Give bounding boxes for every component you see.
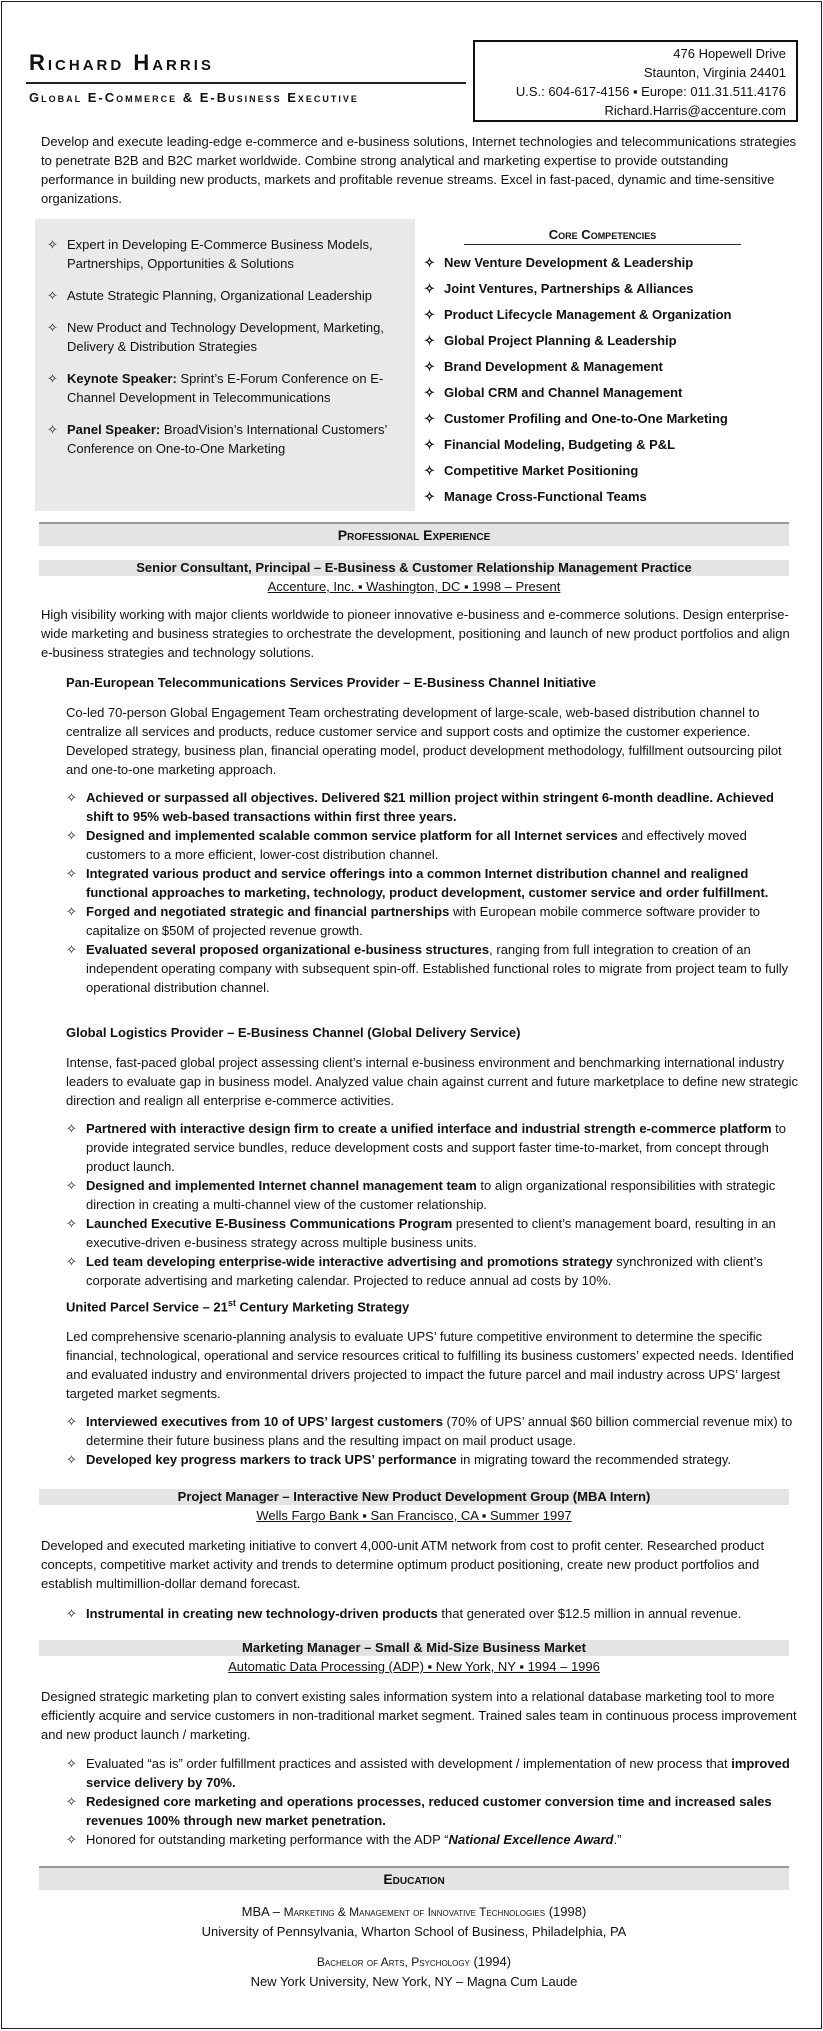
diamond-bullet-icon: ✧ [66,790,77,805]
list-item: ✧ Product Lifecycle Management & Organization [424,307,732,322]
list-item: ✧ Customer Profiling and One-to-One Marketing [424,411,728,426]
candidate-title: Global E-Commerce & E-Business Executive [29,90,359,105]
list-item: ✧ Interviewed executives from 10 of UPS’ largest customers (70% of UPS’ annual $60 billion commercial revenue mix) to determine their future business plans and the resulting impact on mail product usage. [66,1414,793,1448]
list-item: ✧ Developed key progress markers to track UPS’ performance in migrating toward the recommended strategy. [66,1452,732,1467]
list-item: ✧ Launched Executive E-Business Communications Program presented to client’s management board, resulting in an executive-driven e-business strategy across multiple business units. [66,1216,776,1250]
diamond-bullet-icon: ✧ [424,385,435,400]
contact-address: 476 Hopewell Drive [673,46,786,61]
diamond-bullet-icon: ✧ [47,288,58,303]
list-item: ✧ Achieved or surpassed all objectives. Delivered $21 million project within stringent 6-month deadline. Achieved shift to 95% web-based transactions within first three years. [66,790,774,824]
list-item: ✧ Designed and implemented Internet channel management team to align organizational responsibilities with strategic direction in creating a multi-channel view of the customer relationship. [66,1178,776,1212]
candidate-name: Richard Harris [29,50,214,75]
list-item: ✧ Evaluated “as is” order fulfillment practices and assisted with development / implementation of new process that improved service delivery by 70%. [66,1756,790,1790]
job-summary-adp: Designed strategic marketing plan to convert existing sales information system into a relational database marketing tool to more efficiently acquire and service customers in non-traditional market segment. Trained sales team in continuous process improvement and new product launch / marketing. [41,1689,797,1742]
diamond-bullet-icon: ✧ [66,942,77,957]
list-item: ✧ Competitive Market Positioning [424,463,639,478]
core-competencies-list [424,253,804,513]
list-item: ✧ Astute Strategic Planning, Organizational Leadership [47,288,372,303]
job-bullets-adp [66,1754,801,1849]
list-item: ✧ Evaluated several proposed organizational e-business structures, ranging from full integration to creation of an independent operating company with subsequent spin-off. Established functional roles to migrate from project team to fully operational distribution channel. [66,942,789,995]
degree-mba-school: University of Pennsylvania, Wharton School of Business, Philadelphia, PA [201,1924,627,1939]
list-item: ✧ Instrumental in creating new technology-driven products that generated over $12.5 million in annual revenue. [66,1606,742,1621]
list-item: ✧ Honored for outstanding marketing performance with the ADP “National Excellence Award.” [66,1832,622,1847]
diamond-bullet-icon: ✧ [424,411,435,426]
diamond-bullet-icon: ✧ [66,1414,77,1429]
contact-phones: U.S.: 604-617-4156 ▪ Europe: 011.31.511.4176 [515,84,786,99]
diamond-bullet-icon: ✧ [424,307,435,322]
job-summary-wells-fargo: Developed and executed marketing initiative to convert 4,000-unit ATM network from cost to profit center. Researched product concepts, competitive market activity and trends to determine optimum product positioning, create new product portfolios and establish multimillion-dollar demand forecast. [41,1538,765,1591]
diamond-bullet-icon: ✧ [66,1216,77,1231]
project-heading-ups: United Parcel Service – 21st Century Marketing Strategy [66,1298,410,1315]
list-item: ✧ Integrated various product and service offerings into a common Internet distribution channel and realigned functional approaches to marketing, technology, product development, customer service and order fulfillment. [66,866,769,900]
diamond-bullet-icon: ✧ [424,437,435,452]
list-item: ✧ Brand Development & Management [424,359,663,374]
list-item: ✧ Global CRM and Channel Management [424,385,683,400]
core-competencies-heading: Core Competencies [464,227,741,245]
job-title-adp: Marketing Manager – Small & Mid-Size Business Market [39,1640,789,1656]
project-heading-global-logistics: Global Logistics Provider – E-Business Channel (Global Delivery Service) [66,1025,521,1040]
diamond-bullet-icon: ✧ [424,333,435,348]
diamond-bullet-icon: ✧ [66,1452,77,1467]
diamond-bullet-icon: ✧ [424,255,435,270]
project-desc-global-logistics: Intense, fast-paced global project assessing client’s internal e-business environment and benchmarking international industry leaders to evaluate gap in business model. Analyzed value chain against current and future marketplace to define new strategic direction and realign all enterprise e-commerce activities. [66,1055,799,1108]
diamond-bullet-icon: ✧ [66,1606,77,1621]
list-item: ✧ Redesigned core marketing and operations processes, reduced customer conversion time and increased sales revenues 100% through new market penetration. [66,1794,772,1828]
list-item: ✧ New Venture Development & Leadership [424,255,694,270]
degree-ba: Bachelor of Arts, Psychology (1994) New York University, New York, NY – Magna Cum Laude [39,1952,789,1991]
list-item: ✧ Manage Cross-Functional Teams [424,489,647,504]
highlights-box [35,219,415,511]
list-item: ✧ Expert in Developing E-Commerce Business Models, Partnerships, Opportunities & Solutions [47,237,373,271]
degree-ba-school: New York University, New York, NY – Magna Cum Laude [250,1974,578,1989]
diamond-bullet-icon: ✧ [424,281,435,296]
diamond-bullet-icon: ✧ [66,1178,77,1193]
list-item: ✧ Partnered with interactive design firm to create a unified interface and industrial strength e-commerce platform to provide integrated service bundles, reduce development costs and support faster time-to-market, from concept through product launch. [66,1121,787,1174]
project-desc-pan-european: Co-led 70-person Global Engagement Team orchestrating development of large-scale, web-based distribution channel to centralize all services and products, reduce customer service and support costs and optimize the customer experience. Developed strategy, business plan, financial operating model, product development methodology, fulfillment outsourcing pilot and one-to-one marketing approach. [66,705,782,777]
job-org-wells-fargo: Wells Fargo Bank ▪ San Francisco, CA ▪ Summer 1997 [256,1508,572,1523]
project-bullets-ups [66,1412,801,1469]
highlights-list [47,235,397,471]
job-summary-accenture: High visibility working with major clients worldwide to pioneer innovative e-business and e-commerce solutions. Design enterprise-wide marketing and business strategies to orchestrate the development, positioning and launch of new product portfolios and align e-business strategies and technology solutions. [41,607,790,660]
job-bullets-wells-fargo [66,1604,801,1623]
list-item: ✧ Led team developing enterprise-wide interactive advertising and promotions strategy synchronized with client’s corporate advertising and marketing calendar. Projected to reduce annual ad costs by 10%. [66,1254,763,1288]
education-section-heading: Education [39,1866,789,1890]
project-bullets-global-logistics [66,1119,801,1290]
resume-page [1,1,822,2029]
diamond-bullet-icon: ✧ [47,237,58,252]
diamond-bullet-icon: ✧ [66,1121,77,1136]
list-item: ✧ Financial Modeling, Budgeting & P&L [424,437,676,452]
project-desc-ups: Led comprehensive scenario-planning analysis to evaluate UPS’ future competitive environment to determine the specific financial, technological, operational and service resources critical to fulfilling its business customers’ expected needs. Identified and evaluated industry and environmental drivers projected to impact the future parcel and mail industry across UPS’ largest targeted market segments. [66,1329,794,1401]
diamond-bullet-icon: ✧ [66,1794,77,1809]
list-item: ✧ Keynote Speaker: Sprint’s E-Forum Conference on E-Channel Development in Telecommunications [47,371,384,405]
diamond-bullet-icon: ✧ [47,371,58,386]
project-bullets-pan-european [66,788,801,997]
job-title-wells-fargo: Project Manager – Interactive New Product Development Group (MBA Intern) [39,1489,789,1505]
job-org-adp: Automatic Data Processing (ADP) ▪ New York, NY ▪ 1994 – 1996 [228,1659,600,1674]
profile-summary: Develop and execute leading-edge e-commerce and e-business solutions, Internet technologies and telecommunications strategies to penetrate B2B and B2C market worldwide. Combine strong analytical and marketing expertise to provide outstanding performance in building new products, markets and profitable revenue streams. Excel in fast-paced, dynamic and time-sensitive organizations. [41,134,797,206]
list-item: ✧ Panel Speaker: BroadVision’s International Customers’ Conference on One-to-One Marketing [47,422,387,456]
contact-box [473,40,798,122]
name-divider [26,82,466,84]
list-item: ✧ Global Project Planning & Leadership [424,333,677,348]
diamond-bullet-icon: ✧ [424,359,435,374]
degree-mba: MBA – Marketing & Management of Innovative Technologies (1998) University of Pennsylvania, Wharton School of Business, Philadelphia, PA [39,1902,789,1941]
diamond-bullet-icon: ✧ [47,320,58,335]
experience-section-heading: Professional Experience [39,522,789,546]
diamond-bullet-icon: ✧ [66,1254,77,1269]
diamond-bullet-icon: ✧ [47,422,58,437]
contact-city: Staunton, Virginia 24401 [643,65,786,80]
diamond-bullet-icon: ✧ [66,1832,77,1847]
contact-email[interactable]: Richard.Harris@accenture.com [604,103,786,118]
diamond-bullet-icon: ✧ [66,828,77,843]
job-org-accenture: Accenture, Inc. ▪ Washington, DC ▪ 1998 – Present [267,579,561,594]
list-item: ✧ Joint Ventures, Partnerships & Alliances [424,281,694,296]
diamond-bullet-icon: ✧ [424,489,435,504]
diamond-bullet-icon: ✧ [66,866,77,881]
list-item: ✧ New Product and Technology Development, Marketing, Delivery & Distribution Strategies [47,320,384,354]
diamond-bullet-icon: ✧ [66,1756,77,1771]
diamond-bullet-icon: ✧ [66,904,77,919]
job-title-accenture: Senior Consultant, Principal – E-Business & Customer Relationship Management Practice [39,560,789,576]
project-heading-pan-european: Pan-European Telecommunications Services Provider – E-Business Channel Initiative [66,675,597,690]
diamond-bullet-icon: ✧ [424,463,435,478]
list-item: ✧ Forged and negotiated strategic and financial partnerships with European mobile commerce software provider to capitalize on $50M of projected revenue growth. [66,904,761,938]
list-item: ✧ Designed and implemented scalable common service platform for all Internet services and effectively moved customers to a more efficient, lower-cost distribution channel. [66,828,747,862]
